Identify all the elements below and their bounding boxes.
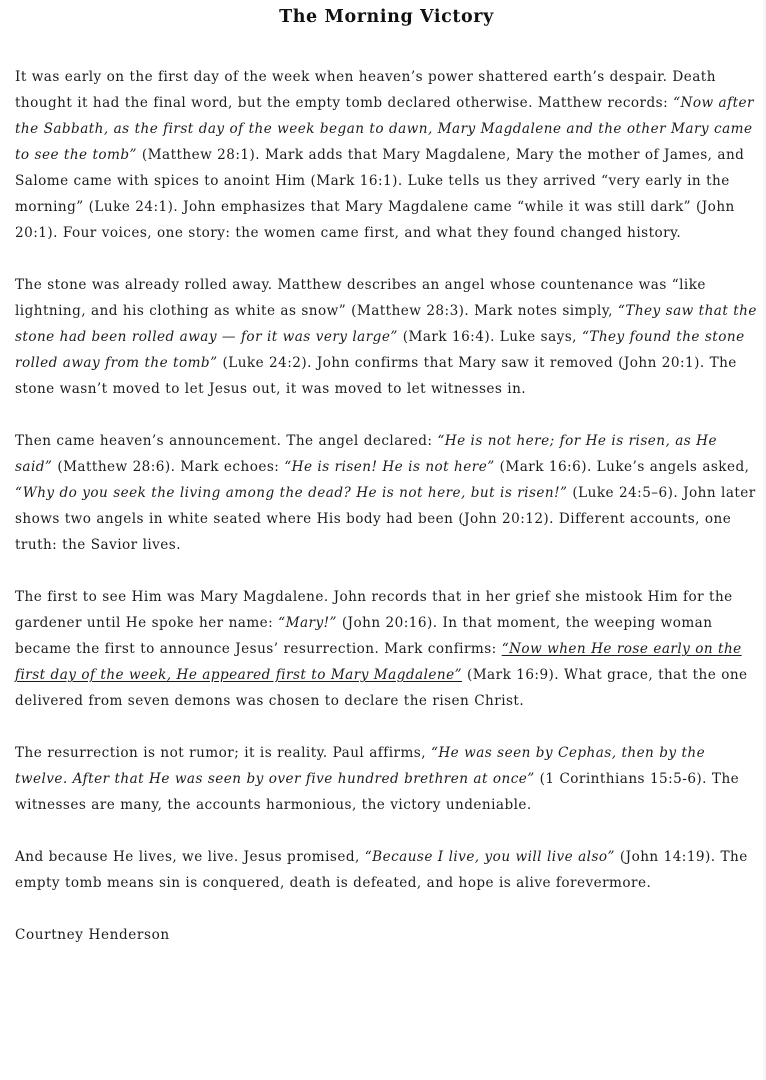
paragraph-text: (Mark 16:9). What grace, that the one delivered from seven demons was chosen to declare the risen Christ. [15,667,748,709]
paragraph-1 [15,64,758,246]
scripture-quote: “He is not here; for He is risen, as He said” [15,433,717,475]
scripture-quote: “Why do you seek the living among the dead? He is not here, but is risen!” [15,485,568,501]
paragraph-3 [15,428,758,558]
paragraph-6 [15,844,758,896]
paragraph-text: (Mark 16:6). Luke’s angels asked, [494,459,750,475]
document-body [15,64,758,896]
paragraph-4 [15,584,758,714]
page-edge-shadow [762,0,766,1080]
scripture-quote: “He is risen! He is not here” [284,459,495,475]
author-signature: Courtney Henderson [15,927,170,943]
paragraph-text: (Luke 24:5–6). John later shows two angels in white seated where His body had been (John 20:12). Different accounts, one truth: the Savior lives. [15,485,756,553]
paragraph-text: (John 20:16). In that moment, the weeping woman became the first to announce Jesus’ resurrection. Mark confirms: [15,615,713,657]
scripture-quote: “They saw that the stone had been rolled away — for it was very large” [15,303,757,345]
scripture-quote: “They found the stone rolled away from the tomb” [15,329,745,371]
paragraph-text: Then came heaven’s announcement. The angel declared: [15,433,438,449]
paragraph-text: The resurrection is not rumor; it is reality. Paul affirms, [15,745,431,761]
underlined-scripture-quote: “Now when He rose early on the first day of the week, He appeared first to Mary Magdalene” [15,641,742,683]
scripture-quote: “Because I live, you will live also” [364,849,615,865]
scripture-quote: “He was seen by Cephas, then by the twelve. After that He was seen by over five hundred brethren at once” [15,745,706,787]
paragraph-2 [15,272,758,402]
paragraph-text: (Matthew 28:1). Mark adds that Mary Magdalene, Mary the mother of James, and Salome came with spices to anoint Him (Mark 16:1). Luke tells us they arrived “very early in the morning” (Luke 24:1). John emphasizes that Mary Magdalene came “while it was still dark” (John 20:1). Four voices, one story: the women came first, and what they found changed history. [15,147,745,241]
paragraph-text: (1 Corinthians 15:5-6). The witnesses are many, the accounts harmonious, the victory undeniable. [15,771,740,813]
paragraph-text: (John 14:19). The empty tomb means sin is conquered, death is defeated, and hope is alive forevermore. [15,849,748,891]
paragraph-text: The stone was already rolled away. Matthew describes an angel whose countenance was “like lightning, and his clothing as white as snow” (Matthew 28:3). Mark notes simply, [15,277,706,319]
paragraph-text: (Mark 16:4). Luke says, [397,329,582,345]
paragraph-5 [15,740,758,818]
scripture-quote: “Mary!” [278,615,337,631]
paragraph-text: (Luke 24:2). John confirms that Mary saw it removed (John 20:1). The stone wasn’t moved to let Jesus out, it was moved to let witnesses in. [15,355,737,397]
paragraph-text: The first to see Him was Mary Magdalene. John records that in her grief she mistook Him for the gardener until He spoke her name: [15,589,733,631]
paragraph-text: It was early on the first day of the week when heaven’s power shattered earth’s despair. Death thought it had the final word, but the empty tomb declared otherwise. Matthew records: [15,69,716,111]
scripture-quote: “Now after the Sabbath, as the first day of the week began to dawn, Mary Magdalene and the other Mary came to see the tomb” [15,95,754,163]
page-title: The Morning Victory [279,7,494,27]
paragraph-text: (Matthew 28:6). Mark echoes: [52,459,285,475]
paragraph-text: And because He lives, we live. Jesus promised, [15,849,365,865]
